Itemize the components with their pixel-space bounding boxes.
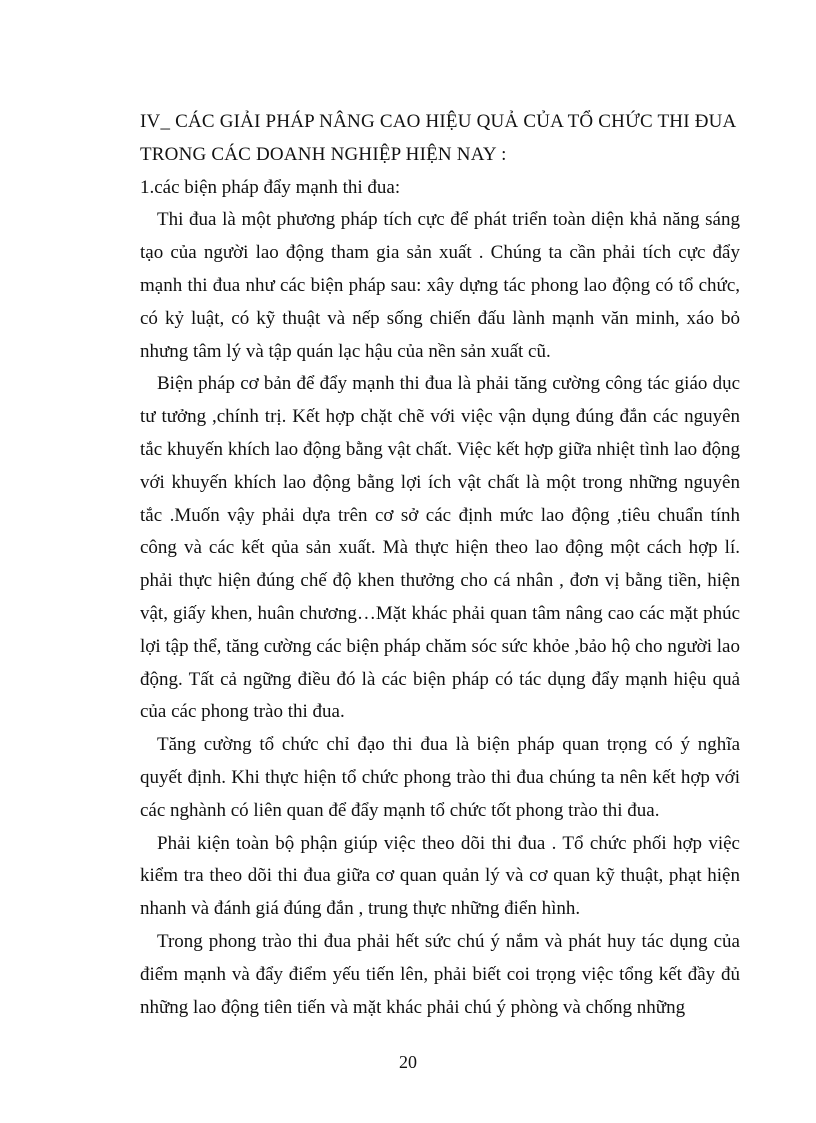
paragraph: Thi đua là một phương pháp tích cực để phát triển toàn diện khả năng sáng tạo của người lao động tham gia sản xuất . Chúng ta cần phải tích cực đẩy mạnh thi đua như các biện pháp sau: xây dựng tác phong lao động có tổ chức, có kỷ luật, có kỹ thuật và nếp sống chiến đấu lành mạnh văn minh, xáo bỏ nhưng tâm lý và tập quán lạc hậu của nền sản xuất cũ. [140,209,740,362]
subsection-heading: 1.các biện pháp đẩy mạnh thi đua: [140,176,401,198]
document-page [140,106,740,1024]
page-number: 20 [399,1052,417,1072]
paragraph: Phải kiện toàn bộ phận giúp việc theo dõi thi đua . Tổ chức phối hợp việc kiểm tra theo dõi thi đua giữa cơ quan quản lý và cơ quan kỹ thuật, phạt hiện nhanh và đánh giá đúng đắn , trung thực những điển hình. [140,832,740,920]
paragraph: Biện pháp cơ bản để đẩy mạnh thi đua là phải tăng cường công tác giáo dục tư tưởng ,chính trị. Kết hợp chặt chẽ với việc vận dụng đúng đắn các nguyên tắc khuyến khích lao động bằng vật chất. Việc kết hợp giữa nhiệt tình lao động với khuyến khích lao động bằng lợi ích vật chất là một trong những nguyên tắc .Muốn vậy phải dựa trên cơ sở các định mức lao động ,tiêu chuẩn tính công và các kết qủa sản xuất. Mà thực hiện theo lao động một cách hợp lí. phải thực hiện đúng chế độ khen thưởng cho cá nhân , đơn vị bằng tiền, hiện vật, giấy khen, huân chương…Mặt khác phải quan tâm nâng cao các mặt phúc lợi tập thể, tăng cường các biện pháp chăm sóc sức khỏe ,bảo hộ cho người lao động. Tất cả ngững điều đó là các biện pháp có tác dụng đẩy mạnh hiệu quả của các phong trào thi đua. [140,373,740,723]
paragraph: Trong phong trào thi đua phải hết sức chú ý nắm và phát huy tác dụng của điểm mạnh và đẩy điểm yếu tiến lên, phải biết coi trọng việc tổng kết đầy đủ những lao động tiên tiến và mặt khác phải chú ý phòng và chống những [140,930,740,1018]
section-heading-line-1: IV_ CÁC GIẢI PHÁP NÂNG CAO HIỆU QUẢ CỦA TỔ CHỨC THI ĐUA [140,111,737,132]
section-heading-line-2: TRONG CÁC DOANH NGHIỆP HIỆN NAY : [140,143,507,165]
paragraph: Tăng cường tổ chức chỉ đạo thi đua là biện pháp quan trọng có ý nghĩa quyết định. Khi thực hiện tổ chức phong trào thi đua chúng ta nên kết hợp với các nghành có liên quan để đẩy mạnh tổ chức tốt phong trào thi đua. [140,734,740,821]
